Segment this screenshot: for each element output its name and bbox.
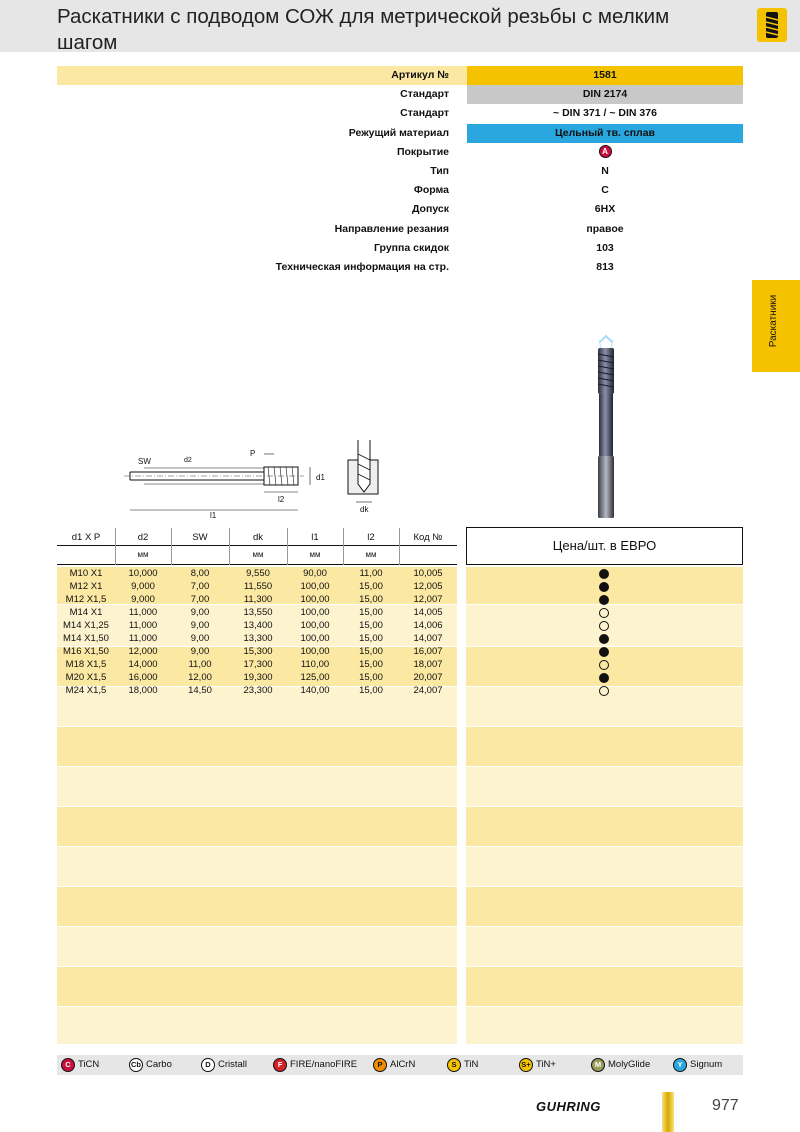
coating-tin-icon: S [447,1058,461,1072]
availability-row [466,619,743,632]
column-unit: мм [365,550,377,559]
table-cell: M12 X1 [69,581,103,592]
header-col-divider [343,528,344,565]
row-band [466,807,743,846]
spec-row [57,85,743,104]
spec-value: 1581 [467,66,743,85]
legend-label: AlCrN [390,1059,416,1070]
legend-label: Cristall [218,1059,248,1070]
table-cell: 18,007 [413,659,443,670]
spec-row [57,143,743,162]
header-divider [57,545,457,546]
table-cell: M10 X1 [69,568,103,579]
table-cell: 9,000 [131,581,155,592]
row-band [466,1007,743,1044]
row-band [57,807,457,846]
legend-label: MolyGlide [608,1059,651,1070]
spec-label: Группа скидок [374,241,449,254]
column-header: SW [192,532,208,543]
table-cell: 9,550 [246,568,270,579]
spec-row [57,181,743,200]
table-cell: 14,50 [188,685,212,696]
legend-item [201,1058,247,1072]
column-unit: мм [309,550,321,559]
table-cell: 16,000 [128,672,158,683]
spec-value: ~ DIN 371 / ~ DIN 376 [553,107,657,120]
table-cell: 11,550 [243,581,273,592]
table-cell: 15,00 [359,594,383,605]
table-cell: 140,00 [300,685,330,696]
table-cell: 10,000 [128,568,158,579]
table-cell: 15,00 [359,620,383,631]
table-cell: 13,400 [243,620,273,631]
row-band [57,847,457,886]
header-col-divider [399,528,400,565]
table-cell: 23,300 [243,685,273,696]
header-col-divider [171,528,172,565]
coating-firenanofire-icon: F [273,1058,287,1072]
spec-value [467,143,743,162]
table-cell: 110,00 [300,659,330,670]
table-cell: 15,00 [359,646,383,657]
brand-logo: GUHRING [536,1099,601,1114]
spec-label: Тип [430,164,449,177]
table-cell: 12,005 [413,581,443,592]
table-cell: 125,00 [300,672,330,683]
in-stock-dot-icon [599,595,609,605]
row-band [466,727,743,766]
table-cell: 12,00 [188,672,212,683]
coating-alcrn-icon: P [373,1058,387,1072]
label-d2: d2 [184,457,192,464]
legend-item [129,1058,172,1072]
spec-value: DIN 2174 [467,85,743,104]
spec-value: 813 [596,260,614,273]
table-cell: 19,300 [243,672,273,683]
table-cell: 15,00 [359,633,383,644]
legend-label: TiCN [78,1059,100,1070]
header-col-divider [115,528,116,565]
row-band [466,887,743,926]
table-cell: 11,300 [243,594,273,605]
in-stock-dot-icon [599,634,609,644]
table-cell: 9,00 [190,633,210,644]
table-cell: 11,000 [128,633,158,644]
table-cell: 9,00 [190,646,210,657]
spec-label: Направление резания [334,222,449,235]
availability-row [466,658,743,671]
spec-row [57,104,743,123]
table-cell: 11,00 [188,659,212,670]
availability-row [466,645,743,658]
label-p: P [250,449,256,458]
table-cell: 14,006 [413,620,443,631]
table-cell: 15,00 [359,659,383,670]
availability-row [466,567,743,580]
table-cell: 12,000 [128,646,158,657]
tap-technical-drawing [124,440,384,520]
table-cell: M16 X1,50 [63,646,109,657]
table-cell: M20 X1,5 [65,672,107,683]
availability-row [466,580,743,593]
spec-label: Стандарт [400,88,449,101]
legend-item [591,1058,650,1072]
table-cell: M14 X1 [69,607,103,618]
spec-label: Артикул № [391,69,449,81]
table-row[interactable] [57,645,457,658]
spec-label: Техническая информация на стр. [275,260,449,273]
table-cell: 14,005 [413,607,443,618]
table-cell: 10,005 [413,568,443,579]
label-d1: d1 [316,473,325,482]
column-header: d2 [137,532,149,543]
availability-row [466,606,743,619]
in-stock-dot-icon [599,647,609,657]
column-unit: мм [137,550,149,559]
availability-row [466,593,743,606]
coating-molyglide-icon: M [591,1058,605,1072]
on-request-circle-icon [599,660,609,670]
table-cell: 90,00 [303,568,327,579]
price-header: Цена/шт. в ЕВРО [466,527,743,565]
table-cell: M18 X1,5 [65,659,107,670]
row-band [57,1007,457,1044]
legend-label: TiN+ [536,1059,556,1070]
availability-row [466,684,743,697]
table-cell: 7,00 [190,594,210,605]
legend-item [373,1058,415,1072]
table-cell: 14,007 [413,633,443,644]
spec-label: Форма [413,184,449,197]
availability-row [466,671,743,684]
table-cell: 100,00 [300,607,330,618]
column-header: dk [252,532,264,543]
table-row[interactable] [57,632,457,645]
table-cell: 100,00 [300,581,330,592]
table-row[interactable] [57,658,457,671]
in-stock-dot-icon [599,582,609,592]
on-request-circle-icon [599,686,609,696]
table-cell: 9,00 [190,620,210,631]
table-cell: 14,000 [128,659,158,670]
spec-label: Стандарт [400,107,449,120]
legend-item [447,1058,478,1072]
table-row[interactable] [57,580,457,593]
table-cell: 100,00 [300,633,330,644]
table-cell: M24 X1,5 [65,685,107,696]
spec-value: правое [586,222,624,235]
coating-signum-icon: Y [673,1058,687,1072]
on-request-circle-icon [599,608,609,618]
table-row[interactable] [57,619,457,632]
coating-legend [57,1055,743,1075]
footer-accent-bar [662,1092,674,1132]
label-dk: dk [360,505,369,514]
column-header: l1 [311,532,319,543]
label-l1: l1 [210,511,217,520]
table-cell: 9,00 [190,607,210,618]
table-cell: 100,00 [300,620,330,631]
table-cell: 16,007 [413,646,443,657]
table-row[interactable] [57,684,457,697]
spec-value: C [601,184,609,197]
table-cell: 17,300 [243,659,273,670]
row-band [57,727,457,766]
spec-row [57,124,743,143]
table-cell: 100,00 [300,594,330,605]
table-cell: 100,00 [300,646,330,657]
table-cell: 11,000 [128,607,158,618]
coating-cristall-icon: D [201,1058,215,1072]
in-stock-dot-icon [599,569,609,579]
table-cell: 11,00 [359,568,383,579]
spec-row [57,200,743,219]
table-cell: 8,00 [190,568,210,579]
table-cell: 15,00 [359,685,383,696]
table-cell: 15,300 [243,646,273,657]
on-request-circle-icon [599,621,609,631]
spec-row [57,162,743,181]
coating-carbo-icon: Cb [129,1058,143,1072]
column-header: d1 X P [71,532,101,543]
row-band [466,767,743,806]
spec-value: 103 [596,241,614,254]
table-cell: 11,000 [128,620,158,631]
header-col-divider [287,528,288,565]
table-cell: 13,300 [243,633,273,644]
table-row[interactable] [57,593,457,606]
legend-item [61,1058,99,1072]
coating-tin+-icon: S+ [519,1058,533,1072]
legend-label: Signum [690,1059,723,1070]
table-row[interactable] [57,671,457,684]
row-band [466,967,743,1006]
side-category-tab[interactable] [752,280,800,372]
legend-label: TiN [464,1059,479,1070]
row-band [57,967,457,1006]
row-band [57,927,457,966]
table-cell: M14 X1,25 [63,620,109,631]
legend-item [519,1058,556,1072]
spec-row [57,258,743,277]
spec-row [57,66,743,85]
spec-value: 6HX [594,203,616,216]
table-cell: 24,007 [413,685,443,696]
table-cell: 15,00 [359,672,383,683]
table-cell: 13,550 [243,607,273,618]
legend-item [673,1058,722,1072]
in-stock-dot-icon [599,673,609,683]
table-cell: 15,00 [359,607,383,618]
row-band [57,767,457,806]
availability-column [466,567,743,697]
table-cell: 15,00 [359,581,383,592]
spec-label: Допуск [411,203,449,216]
coating-ticn-icon: C [61,1058,75,1072]
coating-badge-icon: A [599,145,612,158]
table-cell: 18,000 [128,685,158,696]
tap-tool-icon [757,8,787,42]
page-number: 977 [712,1097,739,1114]
spec-label: Режущий материал [348,126,449,139]
column-header: l2 [367,532,375,543]
spec-value: N [601,164,609,177]
table-cell: M12 X1,5 [65,594,107,605]
page-header [0,0,800,52]
table-cell: 20,007 [413,672,443,683]
row-band [466,847,743,886]
spec-row [57,239,743,258]
column-header: Код № [413,532,443,543]
table-body [57,567,457,697]
legend-label: Carbo [146,1059,172,1070]
side-tab-label: Раскатники [768,294,779,348]
label-l2: l2 [278,495,285,504]
spec-row [57,220,743,239]
spec-table [57,66,743,277]
legend-label: FIRE/nanoFIRE [290,1059,358,1070]
label-sw: SW [138,457,151,466]
table-cell: 9,000 [131,594,155,605]
spec-value: Цельный тв. сплав [467,124,743,143]
tool-photo [586,334,626,522]
availability-row [466,632,743,645]
row-band [466,927,743,966]
table-row[interactable] [57,567,457,580]
header-divider [57,564,457,565]
table-cell: 12,007 [413,594,443,605]
table-row[interactable] [57,606,457,619]
spec-label: Покрытие [396,145,449,158]
row-band [57,887,457,926]
header-col-divider [229,528,230,565]
column-unit: мм [252,550,264,559]
table-cell: 7,00 [190,581,210,592]
table-cell: M14 X1,50 [63,633,109,644]
page-title: Раскатники с подводом СОЖ для метрической резьбы с мелким шагом [57,5,670,54]
legend-item [273,1058,357,1072]
